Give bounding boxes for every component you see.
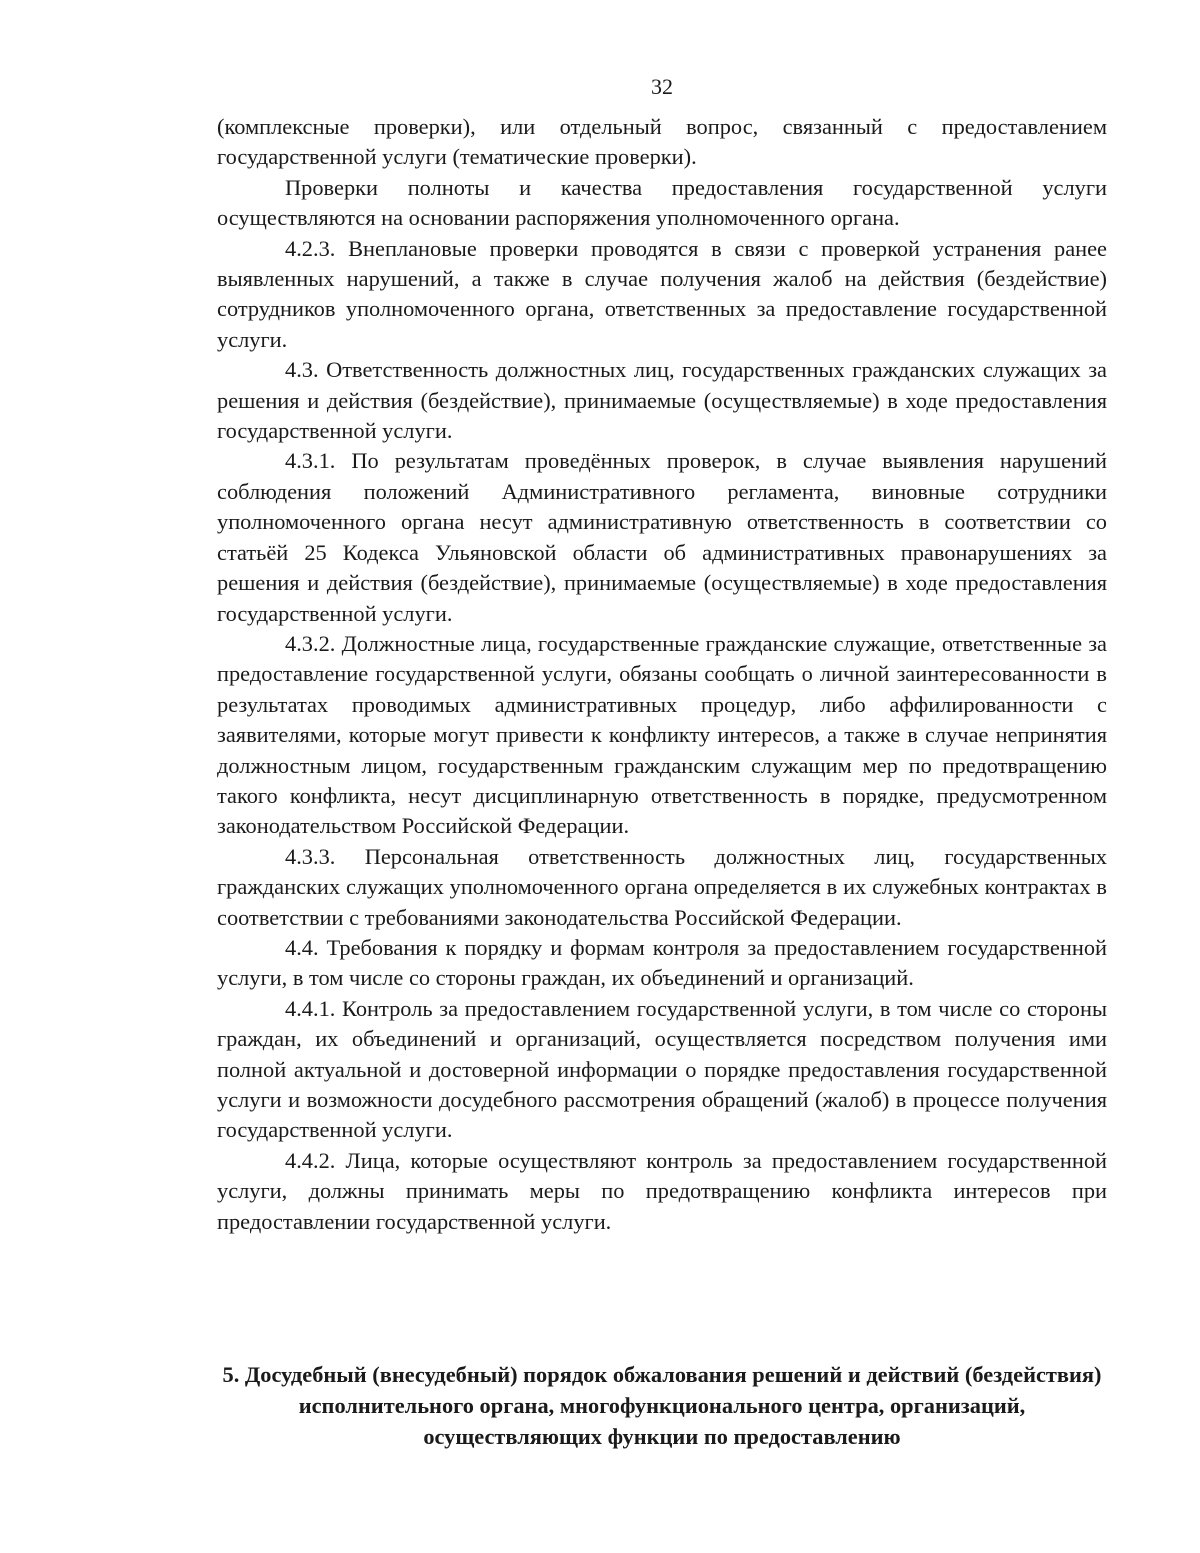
- paragraph-4-3-2: 4.3.2. Должностные лица, государственные гражданские служащие, ответственные за предоставление государственной услуги, обязаны сообщать о личной заинтересованности в результатах проводимых административных процедур, либо аффилированности с заявителями, которые могут привести к конфликту интересов, а также в случае непринятия должностным лицом, государственным гражданским служащим мер по предотвращению такого конфликта, несут дисциплинарную ответственность в порядке, предусмотренном законодательством Российской Федерации.: [217, 630, 1107, 839]
- paragraph-4-3-1: 4.3.1. По результатам проведённых проверок, в случае выявления нарушений соблюдения положений Административного регламента, виновные сотрудники уполномоченного органа несут административную ответственность в соответствии со статьёй 25 Кодекса Ульяновской области об административных правонарушениях за решения и действия (бездействие), принимаемые (осуществляемые) в ходе предоставления государственной услуги.: [217, 448, 1107, 626]
- paragraph-4-3-3: 4.3.3. Персональная ответственность должностных лиц, государственных гражданских служащих уполномоченного органа определяется в их служебных контрактах в соответствии с требованиями законодательства Российской Федерации.: [217, 843, 1107, 930]
- paragraph-4-4-2: 4.4.2. Лица, которые осуществляют контроль за предоставлением государственной услуги, должны принимать меры по предотвращению конфликта интересов при предоставлении государственной услуги.: [217, 1147, 1107, 1234]
- paragraph-4-3: 4.3. Ответственность должностных лиц, государственных гражданских служащих за решения и действия (бездействие), принимаемые (осуществляемые) в ходе предоставления государственной услуги.: [217, 357, 1107, 444]
- paragraph-4-4: 4.4. Требования к порядку и формам контроля за предоставлением государственной услуги, в том числе со стороны граждан, их объединений и организаций.: [217, 934, 1107, 991]
- paragraph-4-2-3: 4.2.3. Внеплановые проверки проводятся в связи с проверкой устранения ранее выявленных нарушений, а также в случае получения жалоб на действия (бездействие) сотрудников уполномоченного органа, ответственных за предоставление государственной услуги.: [217, 235, 1107, 352]
- paragraph-continuation: (комплексные проверки), или отдельный вопрос, связанный с предоставлением государственной услуги (тематические проверки).: [217, 114, 1107, 170]
- document-body: [217, 112, 1107, 1237]
- page-number: 32: [651, 74, 673, 99]
- paragraph-4-4-1: 4.4.1. Контроль за предоставлением государственной услуги, в том числе со стороны граждан, их объединений и организаций, осуществляется посредством получения ими полной актуальной и достоверной информации о порядке предоставления государственной услуги и возможности досудебного рассмотрения обращений (жалоб) в процессе получения государственной услуги.: [217, 995, 1107, 1143]
- section-5-heading: 5. Досудебный (внесудебный) порядок обжалования решений и действий (бездействия) исполнительного органа, многофункционального центра, организаций, осуществляющих функции по предоставлению: [222, 1362, 1102, 1449]
- paragraph-inspections-basis: Проверки полноты и качества предоставления государственной услуги осуществляются на основании распоряжения уполномоченного органа.: [217, 174, 1107, 231]
